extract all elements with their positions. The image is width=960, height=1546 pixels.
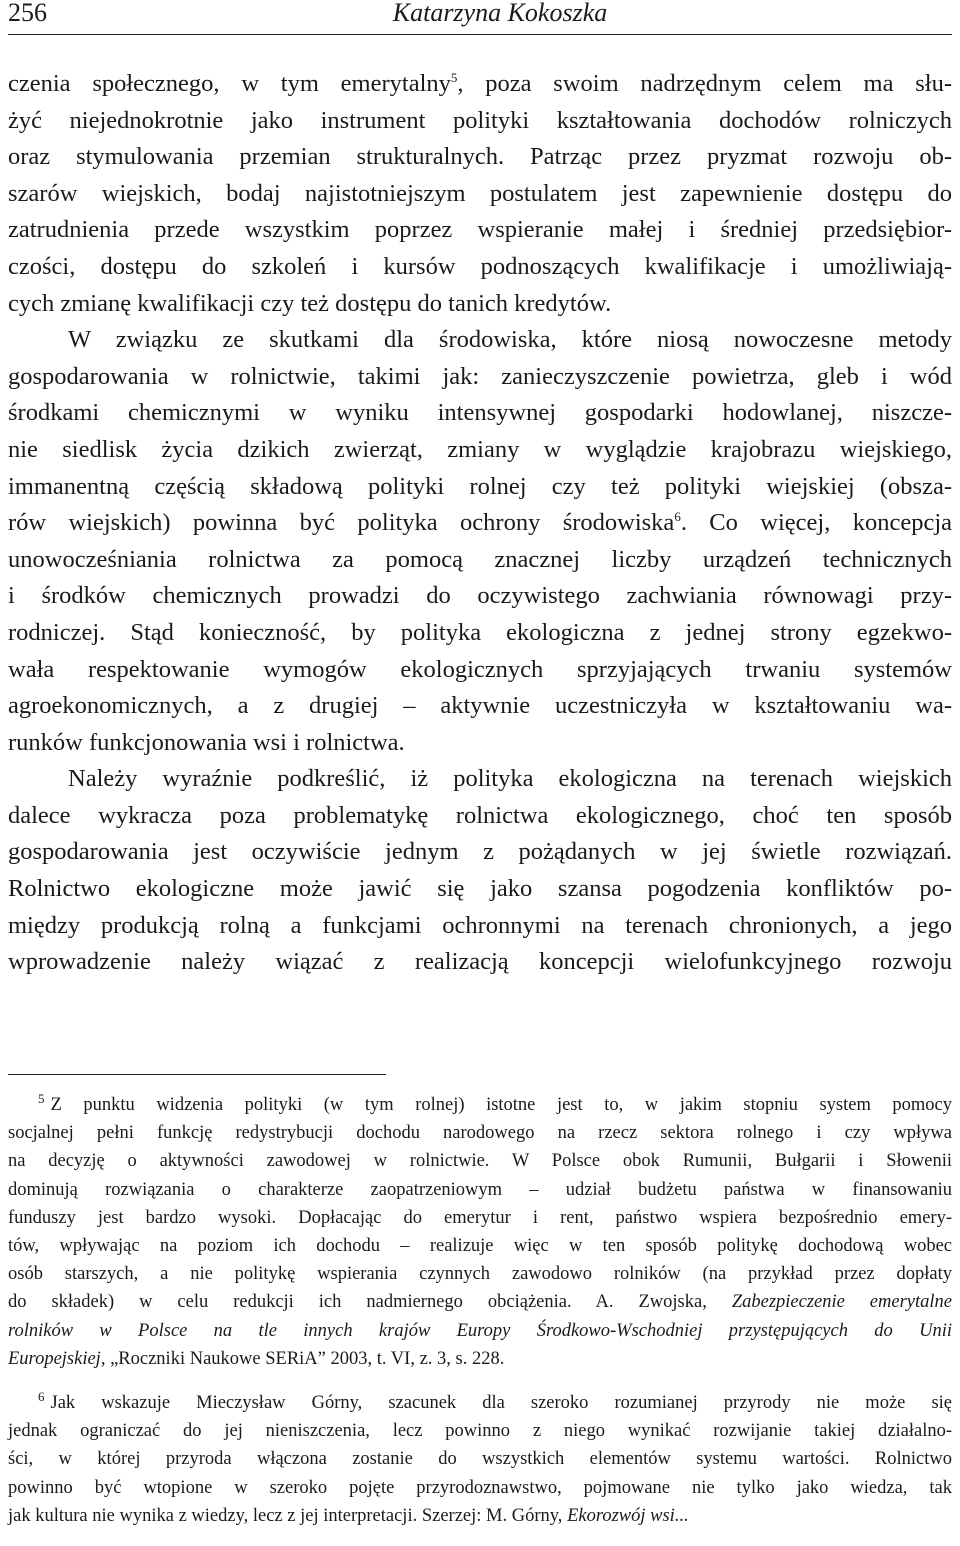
- text-line: agroekonomicznych, a z drugiej – aktywnie uczestniczyła w kształtowaniu wa-: [8, 692, 952, 720]
- footnote-line: na decyzję o aktywności zawodowej w rolnictwie. W Polsce obok Rumunii, Bułgarii i Słowenii: [8, 1151, 952, 1172]
- text-line: zatrudnienia przede wszystkim poprzez wspieranie małej i średniej przedsiębior-: [8, 216, 952, 244]
- page-header: [8, 0, 952, 35]
- paragraph: [8, 761, 952, 981]
- text-line: żyć niejednokrotnie jako instrument polityki kształtowania dochodów rolniczych: [8, 106, 952, 134]
- text-line: i środków chemicznych prowadzi do oczywistego zachwiania równowagi przy-: [8, 582, 952, 610]
- footnote: [8, 1389, 952, 1530]
- text-line: gospodarowania jest oczywiście jednym z pożądanych w jej świetle rozwiązań.: [8, 838, 952, 866]
- text-line: unowocześniania rolnictwa za pomocą znacznej liczby urządzeń technicznych: [8, 545, 952, 573]
- text-line: runków funkcjonowania wsi i rolnictwa.: [8, 728, 405, 756]
- text-line: dalece wykracza poza problematykę rolnictwa ekologicznego, choć ten sposób: [8, 801, 952, 829]
- footnote: [8, 1091, 952, 1373]
- text-line: szarów wiejskich, bodaj najistotniejszym postulatem jest zapewnienie dostępu do: [8, 179, 952, 207]
- text-line: nie siedlisk życia dzikich zwierząt, zmiany w wyglądzie krajobrazu wiejskiego,: [8, 435, 952, 463]
- text-line: rów wiejskich) powinna być polityka ochrony środowiska$^6$. Co więcej, koncepcja: [8, 509, 952, 537]
- footnote-line: dominują rozwiązania o charakterze zaopatrzeniowym – udział budżetu państwa w finansowaniu: [8, 1179, 952, 1200]
- footnote-line: ści, w której przyroda włączona zostanie do wszystkich elementów systemu wartości. Rolnictwo: [8, 1449, 952, 1470]
- citation-title: Ekorozwój wsi...: [567, 1505, 689, 1526]
- footnote-line: osób starszych, a nie politykę wspierania czynnych zawodowo rolników (na przykład przez dopłaty: [8, 1264, 952, 1285]
- footnote-line: funduszy jest bardzo wysoki. Dopłacając do emerytur i rent, państwo wspiera bezpośrednio emery-: [8, 1207, 952, 1228]
- text-line: wała respektowanie wymogów ekologicznych sprzyjających trwaniu systemów: [8, 655, 952, 683]
- text-line: rodniczej. Stąd konieczność, by polityka ekologiczna z jednej strony egzekwo-: [8, 618, 952, 646]
- footnote-line: jednak ograniczać do jej nieniszczenia, lecz powinno z niego wynikać rozwijanie takiej działalno-: [8, 1421, 952, 1442]
- footnote-line: jak kultura nie wynika z wiedzy, lecz z jej interpretacji. Szerzej: M. Górny, Ekorozwój wsi...: [8, 1505, 689, 1526]
- footnote-line: do składek) w celu redukcji ich nadmiernego obciążenia. A. Zwojska, Zabezpieczenie emerytalne: [8, 1292, 952, 1313]
- paragraph: [8, 322, 952, 761]
- footnote-line: powinno być wtopione w szeroko pojęte przyrodoznawstwo, pojmowane nie tylko jako wiedza, tak: [8, 1477, 952, 1498]
- footnote-ref[interactable]: 6: [674, 509, 681, 525]
- footnote-number: 5: [38, 1091, 45, 1106]
- text-line: immanentną częścią składową polityki rolnej czy też polityki wiejskiej (obsza-: [8, 472, 952, 500]
- text-line: czości, dostępu do szkoleń i kursów podnoszących kwalifikacje i umożliwiają-: [8, 252, 952, 280]
- paragraph: [8, 66, 952, 322]
- footnotes: [8, 1091, 952, 1546]
- citation-title: Zabezpieczenie emerytalne: [731, 1292, 952, 1313]
- footnote-line: Europejskiej, „Roczniki Naukowe SERiA” 2003, t. VI, z. 3, s. 228.: [8, 1348, 505, 1369]
- text-line: cych zmianę kwalifikacji czy też dostępu do tanich kredytów.: [8, 289, 612, 317]
- footnote-line: rolników w Polsce na tle innych krajów Europy Środkowo-Wschodniej przystępujących do Unii: [8, 1320, 952, 1341]
- footnote-line: $^6$ Jak wskazuje Mieczysław Górny, szacunek dla szeroko rozumianej przyrody nie może się: [38, 1389, 952, 1414]
- text-line: W związku ze skutkami dla środowiska, które niosą nowoczesne metody: [68, 326, 952, 354]
- main-text: [8, 66, 952, 981]
- footnote-line: $^5$ Z punktu widzenia polityki (w tym rolnej) istotne jest to, w jakim stopniu system pomocy: [38, 1091, 952, 1115]
- footnote-line: tów, wpływając na poziom ich dochodu – realizuje więc w ten sposób politykę dochodową wobec: [8, 1236, 952, 1257]
- text-line: czenia społecznego, w tym emerytalny$^5$, poza swoim nadrzędnym celem ma słu-: [8, 70, 952, 97]
- footnote-separator: [8, 1074, 386, 1075]
- text-line: oraz stymulowania przemian strukturalnych. Patrząc przez pryzmat rozwoju ob-: [8, 143, 952, 171]
- text-line: środkami chemicznymi w wyniku intensywnej gospodarki hodowlanej, niszcze-: [8, 399, 952, 427]
- text-line: gospodarowania w rolnictwie, takimi jak: zanieczyszczenie powietrza, gleb i wód: [8, 362, 952, 390]
- text-line: Należy wyraźnie podkreślić, iż polityka ekologiczna na terenach wiejskich: [68, 765, 952, 793]
- footnote-line: socjalnej pełni funkcję redystrybucji dochodu narodowego na rzecz sektora rolnego i czy wpływa: [8, 1123, 952, 1144]
- footnote-number: 6: [38, 1389, 45, 1405]
- text-line: między produkcją rolną a funkcjami ochronnymi na terenach chronionych, a jego: [8, 911, 952, 939]
- page-number: 256: [8, 0, 47, 27]
- footnote-ref[interactable]: 5: [450, 70, 458, 85]
- text-line: wprowadzenie należy wiązać z realizacją koncepcji wielofunkcyjnego rozwoju: [8, 948, 952, 976]
- text-line: Rolnictwo ekologiczne może jawić się jako szansa pogodzenia konfliktów po-: [8, 875, 952, 903]
- running-head: Katarzyna Kokoszka: [392, 0, 608, 27]
